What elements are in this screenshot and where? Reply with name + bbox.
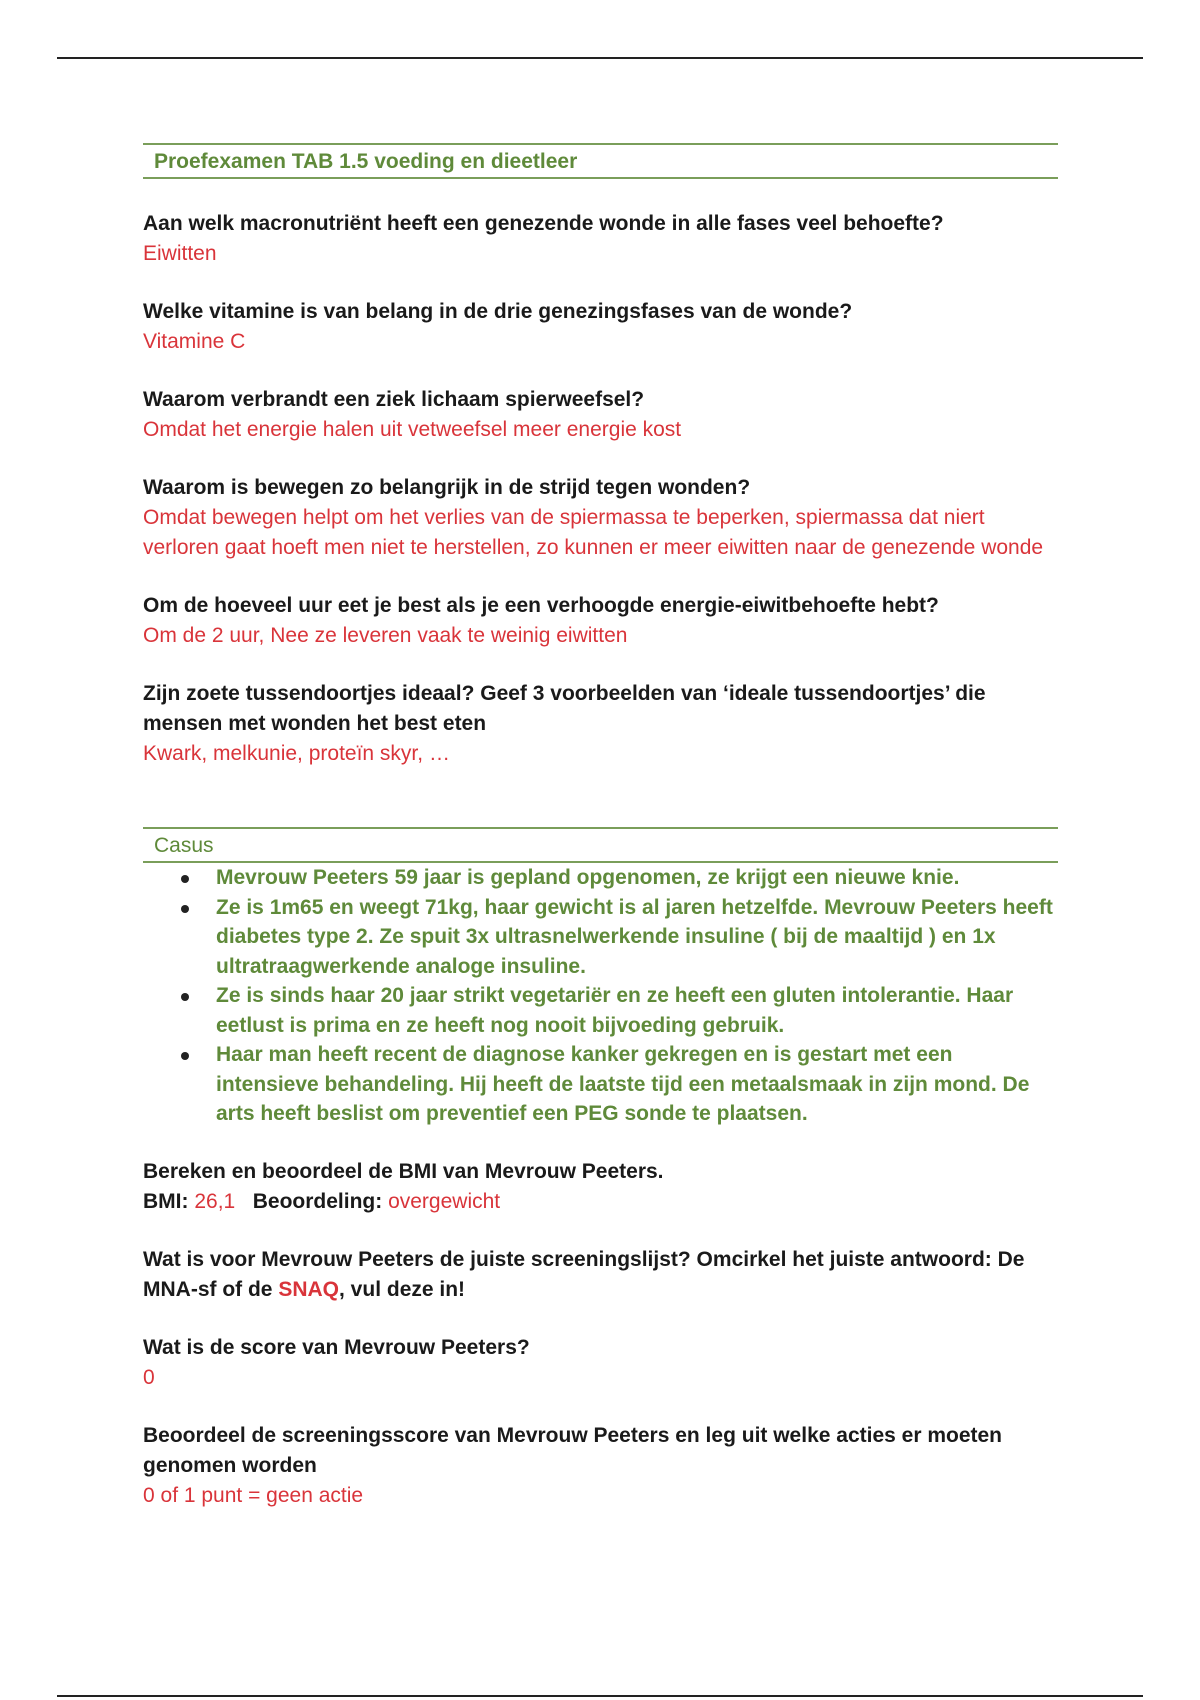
document-body [143, 143, 1058, 1511]
qa-block [143, 473, 1058, 563]
bottom-rule [57, 1695, 1143, 1697]
list-item [143, 863, 1058, 893]
answer: Omdat het energie halen uit vetweefsel meer energie kost [143, 418, 682, 441]
qa-block [143, 1333, 1058, 1393]
rating-label: Beoordeling: [252, 1189, 383, 1213]
question-text: , vul deze in! [339, 1277, 466, 1301]
question-text: Wat is voor Mevrouw Peeters de juiste screeningslijst? Omcirkel het juiste antwoord: De MNA-sf of de [143, 1247, 1025, 1301]
question: Wat is de score van Mevrouw Peeters? [143, 1335, 530, 1359]
question: Beoordeel de screeningsscore van Mevrouw Peeters en leg uit welke acties er moeten genomen worden [143, 1423, 1003, 1477]
screening-block [143, 1245, 1058, 1305]
answer: Omdat bewegen helpt om het verlies van de spiermassa te beperken, spiermassa dat niert verloren gaat hoeft men niet te herstellen, zo kunnen er meer eiwitten naar de genezende wonde [143, 506, 1044, 559]
casus-text: Mevrouw Peeters 59 jaar is gepland opgenomen, ze krijgt een nieuwe knie. [216, 866, 960, 889]
qa-block [143, 679, 1058, 769]
bullet-icon [181, 1052, 189, 1060]
bmi-block [143, 1157, 1058, 1217]
casus-header: Casus [143, 827, 1058, 863]
rating-value: overgewicht [388, 1189, 501, 1213]
casus-text: Haar man heeft recent de diagnose kanker gekregen en is gestart met een intensieve behandeling. Hij heeft de laatste tijd een metaalsmaak in zijn mond. De arts heeft beslist om preventief een PEG sonde te plaatsen. [216, 1043, 1030, 1125]
qa-block [143, 591, 1058, 651]
bullet-icon [181, 993, 189, 1001]
qa-block [143, 297, 1058, 357]
bmi-answer-line [143, 1187, 1058, 1217]
list-item [143, 893, 1058, 982]
question [143, 1245, 1058, 1305]
list-item [143, 981, 1058, 1040]
answer: Kwark, melkunie, proteïn skyr, … [143, 742, 450, 765]
qa-block [143, 209, 1058, 269]
list-item [143, 1040, 1058, 1129]
exam-title: Proefexamen TAB 1.5 voeding en dieetleer [143, 143, 1058, 179]
answer: Eiwitten [143, 242, 217, 265]
qa-block [143, 385, 1058, 445]
qa-block [143, 1421, 1058, 1511]
casus-text: Ze is 1m65 en weegt 71kg, haar gewicht is al jaren hetzelfde. Mevrouw Peeters heeft diabetes type 2. Ze spuit 3x ultrasnelwerkende insuline ( bij de maaltijd ) en 1x ultratraagwerkende analoge insuline. [216, 895, 1053, 978]
answer: Om de 2 uur, Nee ze leveren vaak te weinig eiwitten [143, 624, 628, 647]
casus-text: Ze is sinds haar 20 jaar strikt vegetariër en ze heeft een gluten intolerantie. Haar eetlust is prima en ze heeft nog nooit bijvoeding gebruik. [216, 984, 1014, 1037]
bullet-icon [181, 875, 189, 883]
question: Waarom verbrandt een ziek lichaam spierweefsel? [143, 388, 645, 411]
casus-list [143, 863, 1058, 1129]
bmi-label: BMI: [143, 1189, 189, 1213]
bullet-icon [181, 905, 189, 913]
question: Bereken en beoordeel de BMI van Mevrouw Peeters. [143, 1159, 664, 1183]
question: Zijn zoete tussendoortjes ideaal? Geef 3 voorbeelden van ‘ideale tussendoortjes’ die mensen met wonden het best eten [143, 682, 986, 735]
question: Aan welk macronutriënt heeft een genezende wonde in alle fases veel behoefte? [143, 212, 944, 235]
bmi-value: 26,1 [194, 1189, 236, 1213]
answer: 0 of 1 punt = geen actie [143, 1483, 364, 1507]
answer: 0 [143, 1365, 155, 1389]
top-rule [57, 57, 1143, 59]
question: Om de hoeveel uur eet je best als je een verhoogde energie-eiwitbehoefte hebt? [143, 594, 939, 617]
question: Welke vitamine is van belang in de drie genezingsfases van de wonde? [143, 300, 853, 323]
answer: Vitamine C [143, 330, 246, 353]
question: Waarom is bewegen zo belangrijk in de strijd tegen wonden? [143, 476, 751, 499]
snaq-highlight: SNAQ [278, 1277, 340, 1301]
